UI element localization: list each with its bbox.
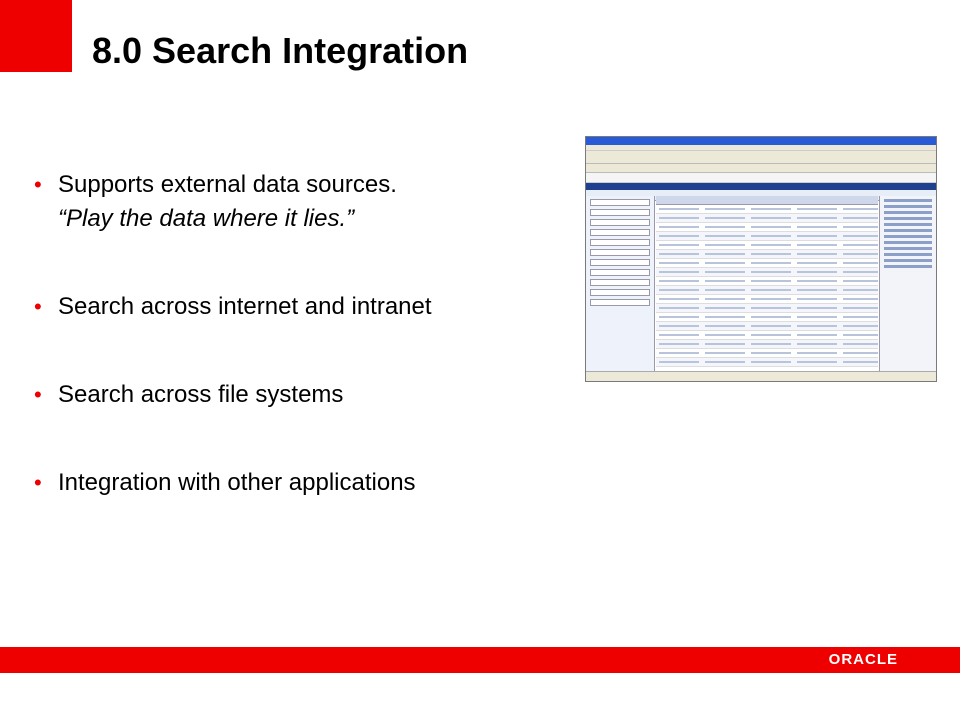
app-header bbox=[586, 183, 936, 190]
search-form-pane bbox=[586, 196, 655, 372]
search-results-pane bbox=[656, 196, 878, 372]
slide-title: 8.0 Search Integration bbox=[92, 30, 469, 71]
refine-results-pane bbox=[879, 196, 936, 372]
search-screenshot-image bbox=[585, 136, 937, 382]
browser-toolbar bbox=[586, 151, 936, 164]
bullet-list bbox=[30, 168, 432, 500]
bullet-item bbox=[30, 168, 432, 236]
browser-search-toolbar bbox=[586, 173, 936, 183]
bullet-icon: • bbox=[34, 294, 42, 319]
browser-address-bar bbox=[586, 164, 936, 173]
app-body bbox=[586, 196, 936, 372]
bullet-text: Search across file systems bbox=[58, 381, 344, 408]
bullet-text: Search across internet and intranet bbox=[58, 293, 432, 320]
bullet-quote: “Play the data where it lies.” bbox=[58, 205, 355, 232]
footer-bar bbox=[0, 647, 960, 673]
browser-title-bar bbox=[586, 137, 936, 145]
bullet-text: Integration with other applications bbox=[58, 469, 416, 496]
corner-accent-block bbox=[0, 0, 72, 72]
bullet-item bbox=[30, 466, 432, 500]
bullet-icon: • bbox=[34, 470, 42, 495]
bullet-icon: • bbox=[34, 172, 42, 197]
oracle-logo: ORACLE bbox=[828, 651, 898, 668]
bullet-icon: • bbox=[34, 382, 42, 407]
bullet-text: Supports external data sources. bbox=[58, 171, 397, 198]
bullet-item bbox=[30, 378, 432, 412]
bullet-item bbox=[30, 290, 432, 324]
browser-status-bar bbox=[586, 371, 936, 381]
